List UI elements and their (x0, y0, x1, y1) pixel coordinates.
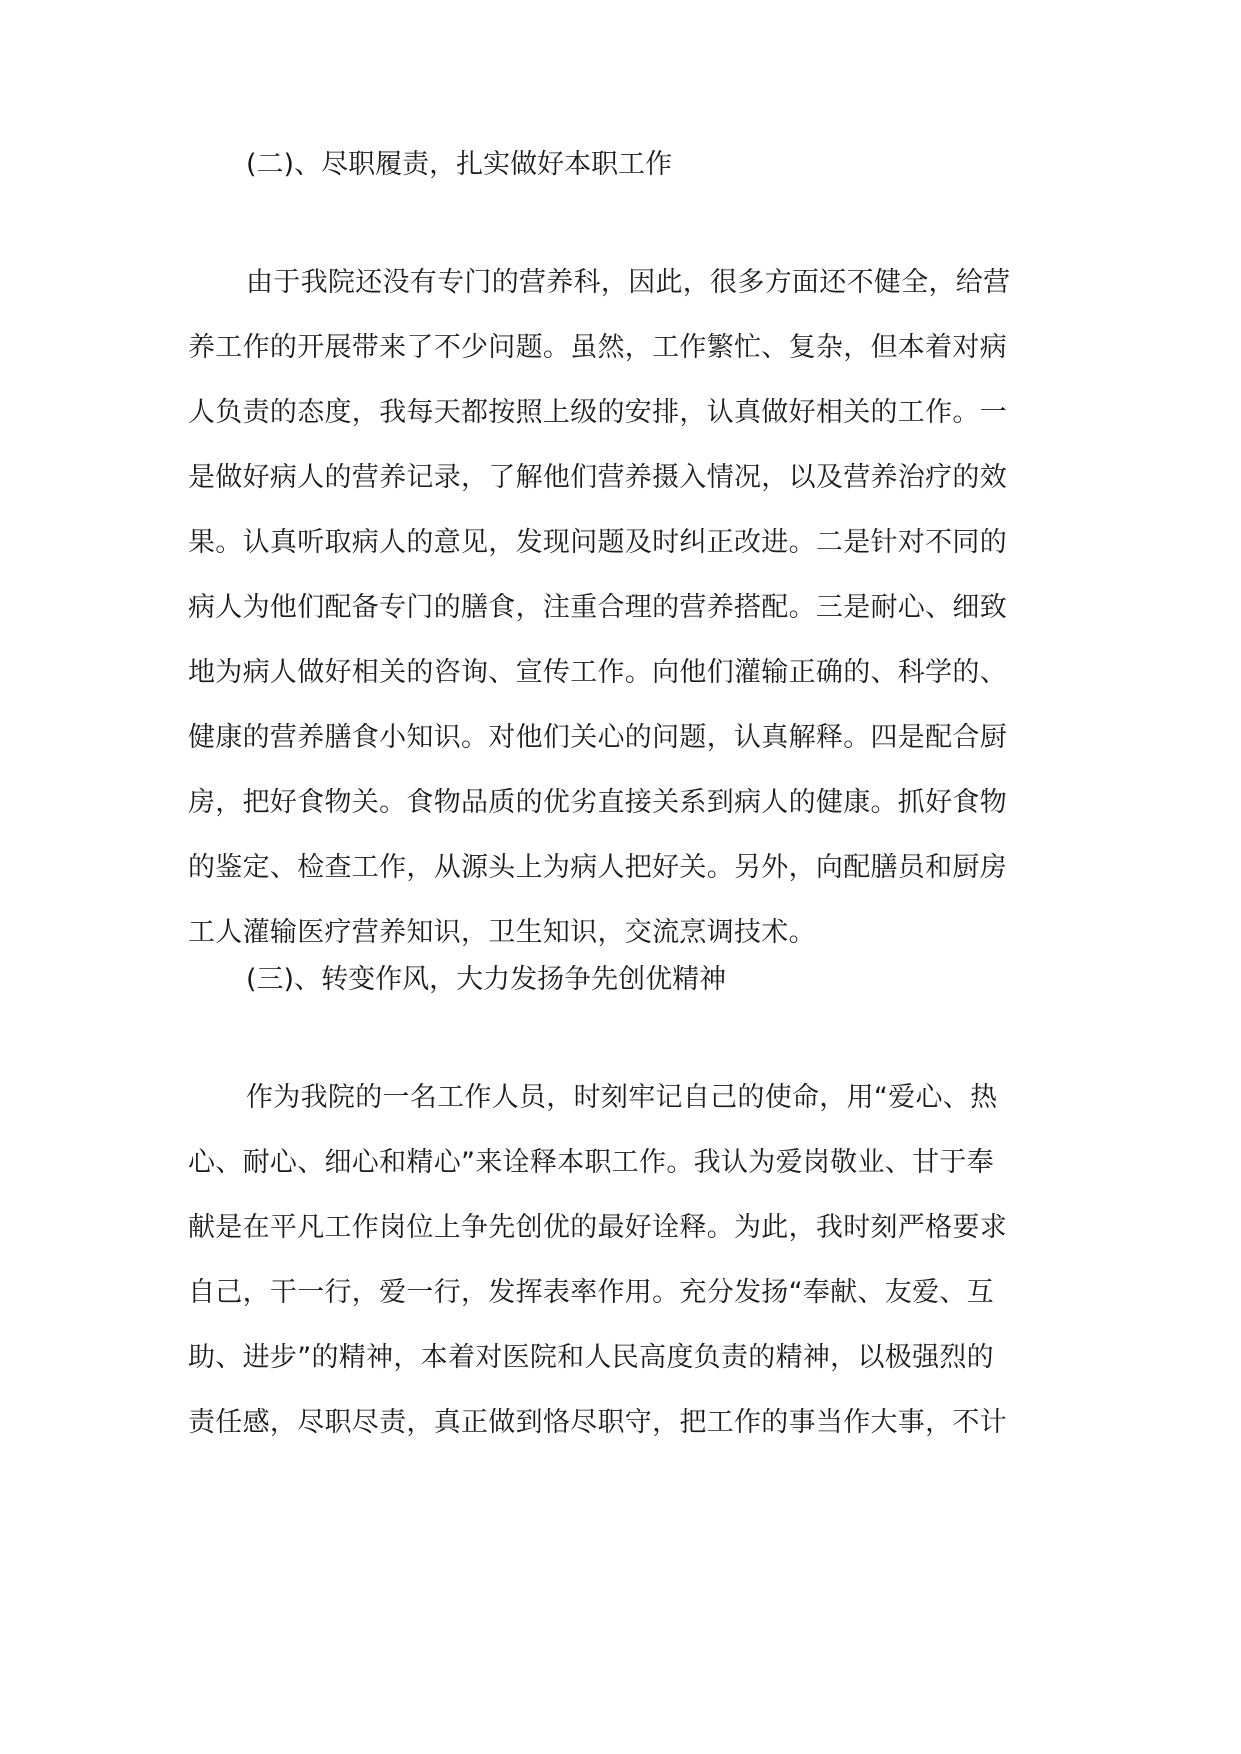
paragraph-line: 人负责的态度，我每天都按照上级的安排，认真做好相关的工作。一 (188, 397, 1007, 428)
paragraph-line: 自己，干一行，爱一行，发挥表率作用。充分发扬“奉献、友爱、互 (188, 1277, 994, 1308)
paragraph-line: 由于我院还没有专门的营养科，因此，很多方面还不健全，给营 (246, 267, 1011, 298)
section-heading-3: (三)、转变作风，大力发扬争先创优精神 (246, 964, 727, 995)
paragraph-line: 地为病人做好相关的咨询、宣传工作。向他们灌输正确的、科学的、 (188, 657, 1007, 688)
paragraph-line: 的鉴定、检查工作，从源头上为病人把好关。另外，向配膳员和厨房 (188, 852, 1007, 883)
paragraph-line: 房，把好食物关。食物品质的优劣直接关系到病人的健康。抓好食物 (188, 787, 1007, 818)
paragraph-line: 责任感，尽职尽责，真正做到恪尽职守，把工作的事当作大事，不计 (188, 1407, 1007, 1438)
section-heading-2: (二)、尽职履责，扎实做好本职工作 (246, 149, 673, 180)
paragraph-line: 助、进步”的精神，本着对医院和人民高度负责的精神，以极强烈的 (188, 1342, 994, 1373)
paragraph-line: 养工作的开展带来了不少问题。虽然，工作繁忙、复杂，但本着对病 (188, 332, 1007, 363)
paragraph-line: 心、耐心、细心和精心”来诠释本职工作。我认为爱岗敬业、甘于奉 (188, 1147, 994, 1178)
paragraph-line: 作为我院的一名工作人员，时刻牢记自己的使命，用“爱心、热 (246, 1082, 998, 1113)
paragraph-line: 献是在平凡工作岗位上争先创优的最好诠释。为此，我时刻严格要求 (188, 1212, 1007, 1243)
paragraph-line: 果。认真听取病人的意见，发现问题及时纠正改进。二是针对不同的 (188, 527, 1007, 558)
paragraph-line: 工人灌输医疗营养知识，卫生知识，交流烹调技术。 (188, 917, 816, 948)
paragraph-line: 健康的营养膳食小知识。对他们关心的问题，认真解释。四是配合厨 (188, 722, 1007, 753)
paragraph-2 (188, 250, 1054, 965)
paragraph-3 (188, 1065, 1054, 1455)
paragraph-line: 病人为他们配备专门的膳食，注重合理的营养搭配。三是耐心、细致 (188, 592, 1007, 623)
paragraph-line: 是做好病人的营养记录，了解他们营养摄入情况，以及营养治疗的效 (188, 462, 1007, 493)
